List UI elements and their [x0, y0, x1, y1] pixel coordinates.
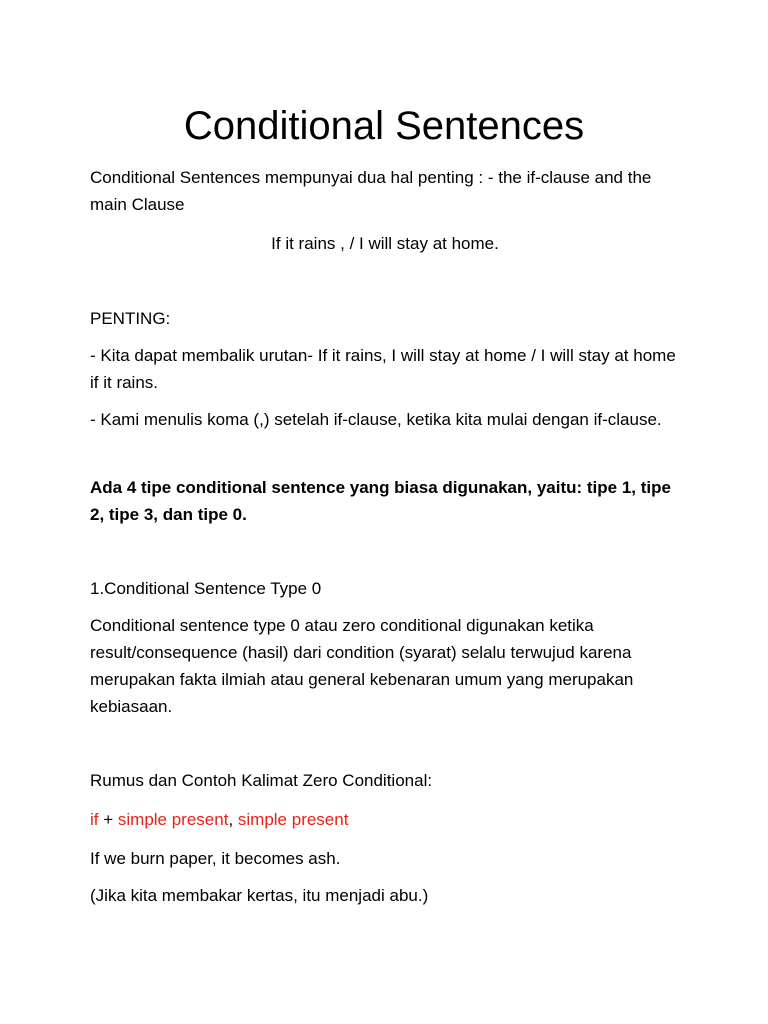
intro-paragraph: Conditional Sentences mempunyai dua hal penting : - the if-clause and the main Clause	[90, 168, 652, 214]
example-indonesian: (Jika kita membakar kertas, itu menjadi abu.)	[90, 886, 429, 905]
point-comma-rule: - Kami menulis koma (,) setelah if-clause, ketika kita mulai dengan if-clause.	[90, 410, 662, 429]
types-summary: Ada 4 tipe conditional sentence yang biasa digunakan, yaitu: tipe 1, tipe 2, tipe 3, dan tipe 0.	[90, 478, 671, 524]
formula-plus: +	[98, 810, 118, 829]
formula-part2: simple present	[237, 810, 349, 829]
example-english: If we burn paper, it becomes ash.	[90, 849, 341, 868]
example-sentence: If it rains , / I will stay at home.	[271, 234, 499, 253]
rumus-heading: Rumus dan Contoh Kalimat Zero Conditional:	[90, 771, 433, 790]
page-title: Conditional Sentences	[183, 104, 585, 148]
penting-label: PENTING:	[90, 309, 171, 328]
type0-description: Conditional sentence type 0 atau zero conditional digunakan ketika result/consequence (hasil) dari condition (syarat) selalu terwujud karena merupakan fakta ilmiah atau general kebenaran umum yang merupakan kebiasaan.	[90, 616, 634, 716]
formula-line	[90, 806, 680, 833]
formula-part1: simple present	[117, 810, 229, 829]
formula-if: if	[90, 810, 99, 829]
formula-comma: ,	[228, 810, 238, 829]
type0-heading: 1.Conditional Sentence Type 0	[90, 579, 322, 598]
point-reverse-order: - Kita dapat membalik urutan- If it rains, I will stay at home / I will stay at home if it rains.	[90, 346, 676, 392]
